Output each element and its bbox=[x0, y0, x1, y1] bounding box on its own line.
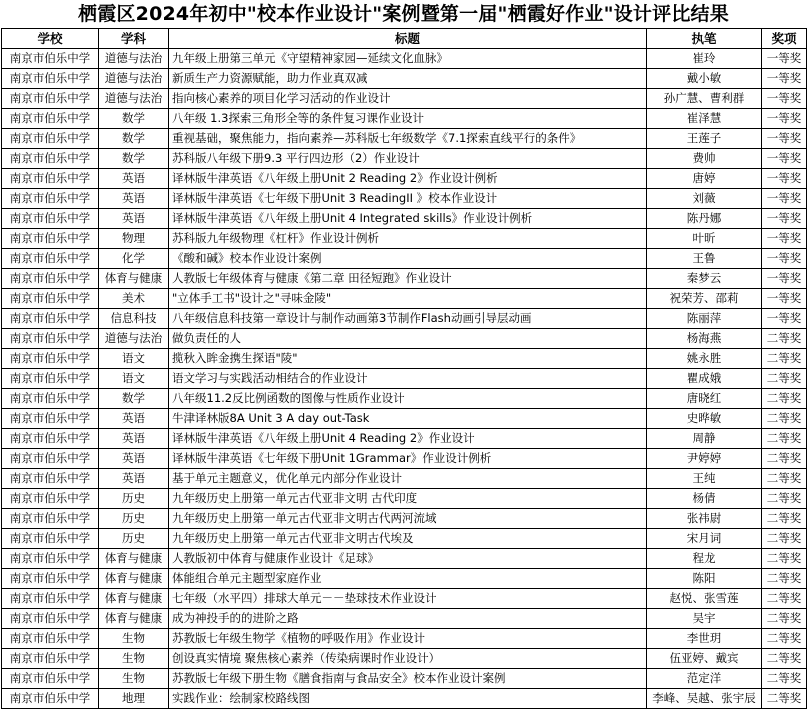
cell-topic: 七年级（水平四）排球大单元－－垫球技术作业设计 bbox=[169, 589, 647, 609]
table-row bbox=[2, 69, 807, 89]
table-row bbox=[2, 369, 807, 389]
table-row bbox=[2, 289, 807, 309]
cell-subject: 语文 bbox=[99, 369, 169, 389]
cell-school: 南京市伯乐中学 bbox=[2, 389, 99, 409]
cell-author: 刘薇 bbox=[647, 189, 762, 209]
cell-school: 南京市伯乐中学 bbox=[2, 329, 99, 349]
cell-author: 张祎尉 bbox=[647, 509, 762, 529]
cell-author: 孙广慧、曹利群 bbox=[647, 89, 762, 109]
cell-school: 南京市伯乐中学 bbox=[2, 409, 99, 429]
cell-school: 南京市伯乐中学 bbox=[2, 529, 99, 549]
cell-school: 南京市伯乐中学 bbox=[2, 429, 99, 449]
cell-topic: 八年级 1.3探索三角形全等的条件复习课作业设计 bbox=[169, 109, 647, 129]
cell-author: 费帅 bbox=[647, 149, 762, 169]
cell-subject: 信息科技 bbox=[99, 309, 169, 329]
cell-award: 一等奖 bbox=[762, 309, 807, 329]
cell-subject: 数学 bbox=[99, 149, 169, 169]
cell-topic: 《酸和碱》校本作业设计案例 bbox=[169, 249, 647, 269]
table-row bbox=[2, 469, 807, 489]
cell-school: 南京市伯乐中学 bbox=[2, 89, 99, 109]
cell-school: 南京市伯乐中学 bbox=[2, 189, 99, 209]
cell-topic: 牛津译林版8A Unit 3 A day out-Task bbox=[169, 409, 647, 429]
cell-subject: 物理 bbox=[99, 229, 169, 249]
header-topic: 标题 bbox=[169, 29, 647, 49]
cell-subject: 地理 bbox=[99, 689, 169, 709]
cell-topic: 基于单元主题意义，优化单元内部分作业设计 bbox=[169, 469, 647, 489]
cell-award: 一等奖 bbox=[762, 69, 807, 89]
cell-subject: 历史 bbox=[99, 489, 169, 509]
table-header-row bbox=[2, 29, 807, 49]
cell-school: 南京市伯乐中学 bbox=[2, 609, 99, 629]
cell-author: 王莲子 bbox=[647, 129, 762, 149]
cell-school: 南京市伯乐中学 bbox=[2, 109, 99, 129]
cell-school: 南京市伯乐中学 bbox=[2, 349, 99, 369]
cell-subject: 化学 bbox=[99, 249, 169, 269]
cell-topic: 做负责任的人 bbox=[169, 329, 647, 349]
cell-subject: 生物 bbox=[99, 649, 169, 669]
cell-topic: 八年级信息科技第一章设计与制作动画第3节制作Flash动画引导层动画 bbox=[169, 309, 647, 329]
cell-school: 南京市伯乐中学 bbox=[2, 569, 99, 589]
cell-school: 南京市伯乐中学 bbox=[2, 269, 99, 289]
cell-award: 一等奖 bbox=[762, 289, 807, 309]
header-award: 奖项 bbox=[762, 29, 807, 49]
cell-author: 瞿成娥 bbox=[647, 369, 762, 389]
cell-topic: 八年级11.2反比例函数的图像与性质作业设计 bbox=[169, 389, 647, 409]
cell-school: 南京市伯乐中学 bbox=[2, 209, 99, 229]
cell-topic: 译林版牛津英语《八年级上册Unit 4 Integrated skills》作业设计例析 bbox=[169, 209, 647, 229]
cell-author: 叶昕 bbox=[647, 229, 762, 249]
cell-author: 李世玥 bbox=[647, 629, 762, 649]
cell-award: 一等奖 bbox=[762, 249, 807, 269]
cell-subject: 生物 bbox=[99, 669, 169, 689]
cell-subject: 数学 bbox=[99, 109, 169, 129]
cell-award: 二等奖 bbox=[762, 449, 807, 469]
cell-author: 唐晓红 bbox=[647, 389, 762, 409]
cell-topic: 体能组合单元主题型家庭作业 bbox=[169, 569, 647, 589]
cell-author: 陈阳 bbox=[647, 569, 762, 589]
cell-subject: 英语 bbox=[99, 189, 169, 209]
table-row bbox=[2, 689, 807, 709]
cell-award: 二等奖 bbox=[762, 509, 807, 529]
cell-subject: 历史 bbox=[99, 529, 169, 549]
cell-topic: 九年级历史上册第一单元古代亚非文明古代两河流域 bbox=[169, 509, 647, 529]
cell-topic: 苏教版七年级生物学《植物的呼吸作用》作业设计 bbox=[169, 629, 647, 649]
cell-award: 二等奖 bbox=[762, 389, 807, 409]
page-title: 栖霞区2024年初中"校本作业设计"案例暨第一届"栖霞好作业"设计评比结果 bbox=[78, 3, 729, 25]
results-table bbox=[1, 28, 807, 709]
table-row bbox=[2, 269, 807, 289]
cell-award: 二等奖 bbox=[762, 409, 807, 429]
table-row bbox=[2, 149, 807, 169]
cell-topic: 重视基础，聚焦能力，指向素养—苏科版七年级数学《7.1探索直线平行的条件》 bbox=[169, 129, 647, 149]
table-row bbox=[2, 449, 807, 469]
table-row bbox=[2, 129, 807, 149]
cell-author: 崔泽慧 bbox=[647, 109, 762, 129]
cell-topic: 人教版七年级体育与健康《第二章 田径短跑》作业设计 bbox=[169, 269, 647, 289]
cell-author: 陈丽萍 bbox=[647, 309, 762, 329]
cell-author: 陈丹娜 bbox=[647, 209, 762, 229]
cell-subject: 英语 bbox=[99, 409, 169, 429]
cell-author: 李峰、吴越、张宇辰 bbox=[647, 689, 762, 709]
table-row bbox=[2, 409, 807, 429]
cell-author: 赵悦、张雪莲 bbox=[647, 589, 762, 609]
cell-subject: 道德与法治 bbox=[99, 49, 169, 69]
table-row bbox=[2, 249, 807, 269]
table-row bbox=[2, 329, 807, 349]
cell-award: 二等奖 bbox=[762, 569, 807, 589]
cell-topic: 译林版牛津英语《七年级下册Unit 1Grammar》作业设计例析 bbox=[169, 449, 647, 469]
cell-author: 王纯 bbox=[647, 469, 762, 489]
cell-school: 南京市伯乐中学 bbox=[2, 489, 99, 509]
cell-school: 南京市伯乐中学 bbox=[2, 549, 99, 569]
cell-school: 南京市伯乐中学 bbox=[2, 649, 99, 669]
cell-school: 南京市伯乐中学 bbox=[2, 129, 99, 149]
cell-author: 姚永胜 bbox=[647, 349, 762, 369]
cell-author: 范定洋 bbox=[647, 669, 762, 689]
header-author: 执笔 bbox=[647, 29, 762, 49]
cell-award: 二等奖 bbox=[762, 329, 807, 349]
cell-author: 祝荣芳、邵莉 bbox=[647, 289, 762, 309]
cell-author: 伍亚婷、戴宾 bbox=[647, 649, 762, 669]
cell-award: 一等奖 bbox=[762, 209, 807, 229]
table-row bbox=[2, 429, 807, 449]
table-row bbox=[2, 669, 807, 689]
table-row bbox=[2, 569, 807, 589]
table-body bbox=[2, 49, 807, 709]
cell-award: 二等奖 bbox=[762, 549, 807, 569]
table-row bbox=[2, 509, 807, 529]
cell-topic: 揽秋入眸金携生探语"陵" bbox=[169, 349, 647, 369]
cell-award: 二等奖 bbox=[762, 629, 807, 649]
cell-topic: 成为神投手的的进阶之路 bbox=[169, 609, 647, 629]
cell-topic: 译林版牛津英语《八年级上册Unit 2 Reading 2》作业设计例析 bbox=[169, 169, 647, 189]
cell-topic: 人教版初中体育与健康作业设计《足球》 bbox=[169, 549, 647, 569]
cell-subject: 体育与健康 bbox=[99, 569, 169, 589]
table-row bbox=[2, 229, 807, 249]
cell-school: 南京市伯乐中学 bbox=[2, 369, 99, 389]
cell-subject: 道德与法治 bbox=[99, 89, 169, 109]
table-row bbox=[2, 89, 807, 109]
cell-topic: 指向核心素养的项目化学习活动的作业设计 bbox=[169, 89, 647, 109]
table-row bbox=[2, 109, 807, 129]
cell-author: 尹婷婷 bbox=[647, 449, 762, 469]
table-row bbox=[2, 189, 807, 209]
cell-award: 一等奖 bbox=[762, 49, 807, 69]
cell-subject: 英语 bbox=[99, 209, 169, 229]
cell-author: 戴小敏 bbox=[647, 69, 762, 89]
cell-award: 二等奖 bbox=[762, 589, 807, 609]
table-row bbox=[2, 629, 807, 649]
cell-school: 南京市伯乐中学 bbox=[2, 289, 99, 309]
cell-award: 二等奖 bbox=[762, 529, 807, 549]
cell-award: 一等奖 bbox=[762, 149, 807, 169]
cell-subject: 美术 bbox=[99, 289, 169, 309]
cell-school: 南京市伯乐中学 bbox=[2, 249, 99, 269]
cell-author: 宋月词 bbox=[647, 529, 762, 549]
cell-school: 南京市伯乐中学 bbox=[2, 509, 99, 529]
cell-subject: 数学 bbox=[99, 389, 169, 409]
cell-author: 崔玲 bbox=[647, 49, 762, 69]
cell-topic: 九年级历史上册第一单元古代亚非文明古代埃及 bbox=[169, 529, 647, 549]
cell-award: 二等奖 bbox=[762, 349, 807, 369]
cell-author: 秦梦云 bbox=[647, 269, 762, 289]
cell-topic: 苏科版八年级下册9.3 平行四边形（2）作业设计 bbox=[169, 149, 647, 169]
cell-award: 一等奖 bbox=[762, 169, 807, 189]
cell-subject: 体育与健康 bbox=[99, 589, 169, 609]
table-row bbox=[2, 49, 807, 69]
cell-school: 南京市伯乐中学 bbox=[2, 169, 99, 189]
cell-subject: 道德与法治 bbox=[99, 329, 169, 349]
cell-award: 二等奖 bbox=[762, 689, 807, 709]
cell-topic: 语文学习与实践活动相结合的作业设计 bbox=[169, 369, 647, 389]
cell-topic: 苏教版七年级下册生物《膳食指南与食品安全》校本作业设计案例 bbox=[169, 669, 647, 689]
cell-school: 南京市伯乐中学 bbox=[2, 229, 99, 249]
cell-author: 周静 bbox=[647, 429, 762, 449]
cell-school: 南京市伯乐中学 bbox=[2, 469, 99, 489]
header-subject: 学科 bbox=[99, 29, 169, 49]
cell-award: 二等奖 bbox=[762, 469, 807, 489]
cell-author: 唐婷 bbox=[647, 169, 762, 189]
cell-author: 王鲁 bbox=[647, 249, 762, 269]
cell-school: 南京市伯乐中学 bbox=[2, 149, 99, 169]
cell-topic: 创设真实情境 聚焦核心素养（传染病课时作业设计） bbox=[169, 649, 647, 669]
cell-topic: 译林版牛津英语《八年级上册Unit 4 Reading 2》作业设计 bbox=[169, 429, 647, 449]
cell-author: 杨倩 bbox=[647, 489, 762, 509]
cell-school: 南京市伯乐中学 bbox=[2, 689, 99, 709]
cell-topic: 新质生产力资源赋能，助力作业真双减 bbox=[169, 69, 647, 89]
table-row bbox=[2, 529, 807, 549]
table-row bbox=[2, 649, 807, 669]
cell-award: 二等奖 bbox=[762, 669, 807, 689]
cell-topic: "立体手工书"设计之"寻味金陵" bbox=[169, 289, 647, 309]
cell-award: 一等奖 bbox=[762, 129, 807, 149]
cell-topic: 苏科版九年级物理《杠杆》作业设计例析 bbox=[169, 229, 647, 249]
cell-author: 杨海燕 bbox=[647, 329, 762, 349]
cell-topic: 译林版牛津英语《七年级下册Unit 3 ReadingII 》校本作业设计 bbox=[169, 189, 647, 209]
cell-author: 程龙 bbox=[647, 549, 762, 569]
cell-school: 南京市伯乐中学 bbox=[2, 49, 99, 69]
cell-subject: 数学 bbox=[99, 129, 169, 149]
table-row bbox=[2, 589, 807, 609]
cell-subject: 语文 bbox=[99, 349, 169, 369]
cell-subject: 英语 bbox=[99, 169, 169, 189]
table-row bbox=[2, 349, 807, 369]
cell-topic: 九年级上册第三单元《守望精神家园—延续文化血脉》 bbox=[169, 49, 647, 69]
cell-award: 一等奖 bbox=[762, 189, 807, 209]
cell-award: 二等奖 bbox=[762, 429, 807, 449]
cell-school: 南京市伯乐中学 bbox=[2, 629, 99, 649]
table-row bbox=[2, 209, 807, 229]
cell-topic: 九年级历史上册第一单元古代亚非文明 古代印度 bbox=[169, 489, 647, 509]
cell-award: 二等奖 bbox=[762, 649, 807, 669]
table-row bbox=[2, 309, 807, 329]
cell-topic: 实践作业：绘制家校路线图 bbox=[169, 689, 647, 709]
table-row bbox=[2, 549, 807, 569]
cell-subject: 英语 bbox=[99, 449, 169, 469]
cell-subject: 体育与健康 bbox=[99, 549, 169, 569]
cell-subject: 道德与法治 bbox=[99, 69, 169, 89]
cell-author: 史晔敏 bbox=[647, 409, 762, 429]
cell-award: 一等奖 bbox=[762, 229, 807, 249]
cell-subject: 历史 bbox=[99, 509, 169, 529]
table-row bbox=[2, 489, 807, 509]
cell-award: 一等奖 bbox=[762, 109, 807, 129]
cell-subject: 体育与健康 bbox=[99, 269, 169, 289]
cell-award: 二等奖 bbox=[762, 609, 807, 629]
cell-award: 一等奖 bbox=[762, 269, 807, 289]
cell-author: 吴宇 bbox=[647, 609, 762, 629]
cell-subject: 生物 bbox=[99, 629, 169, 649]
table-row bbox=[2, 169, 807, 189]
table-row bbox=[2, 609, 807, 629]
cell-subject: 英语 bbox=[99, 469, 169, 489]
table-row bbox=[2, 389, 807, 409]
header-school: 学校 bbox=[2, 29, 99, 49]
cell-school: 南京市伯乐中学 bbox=[2, 69, 99, 89]
cell-school: 南京市伯乐中学 bbox=[2, 669, 99, 689]
cell-award: 二等奖 bbox=[762, 489, 807, 509]
cell-award: 一等奖 bbox=[762, 89, 807, 109]
cell-school: 南京市伯乐中学 bbox=[2, 449, 99, 469]
cell-school: 南京市伯乐中学 bbox=[2, 589, 99, 609]
cell-award: 二等奖 bbox=[762, 369, 807, 389]
cell-subject: 英语 bbox=[99, 429, 169, 449]
cell-subject: 体育与健康 bbox=[99, 609, 169, 629]
cell-school: 南京市伯乐中学 bbox=[2, 309, 99, 329]
